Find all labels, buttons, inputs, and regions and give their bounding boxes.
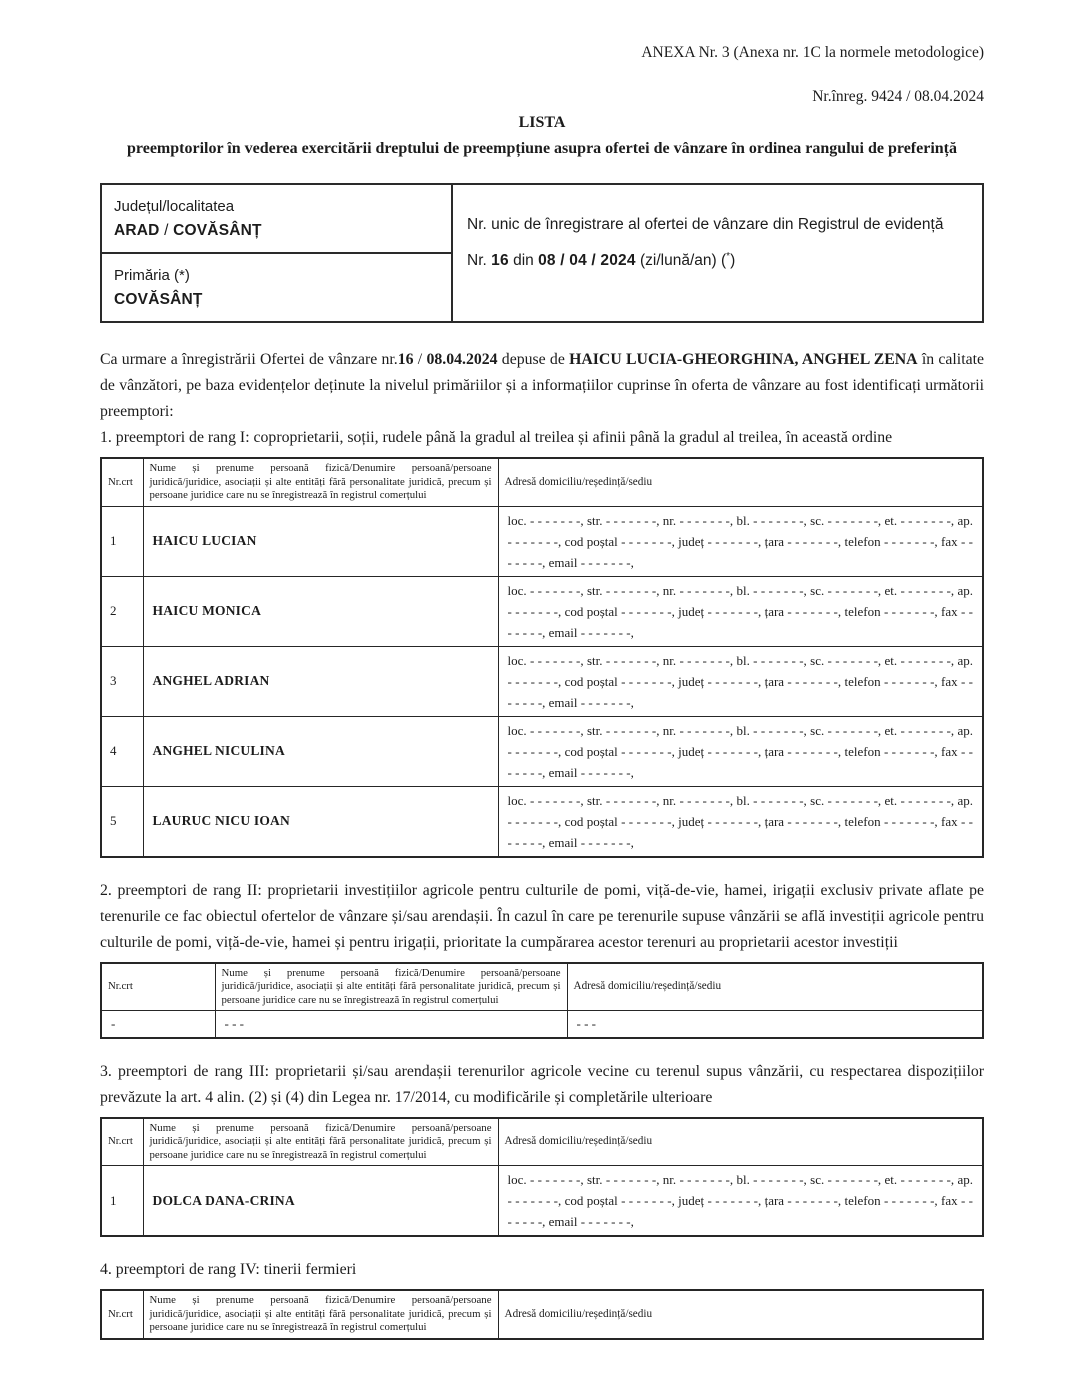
intro-text-4: în calitate de vânzători, pe baza evidențelor deținute la nivelul primăriilor și a informațiilor cuprinse în oferta de vânzare au fost identificați următorii preemptori: xyxy=(100,351,984,420)
sellers-names: HAICU LUCIA-GHEORGHINA, ANGHEL ZENA xyxy=(569,351,918,368)
table-header-row xyxy=(101,963,983,1011)
table-row xyxy=(101,1011,983,1038)
primaria-cell xyxy=(101,253,452,322)
preemptor-address: loc. - - - - - - -, str. - - - - - - -, nr. - - - - - - -, bl. - - - - - - -, sc. - - - - - - -, et. - - - - - - -, ap. - - - - - - -, cod poștal - - - - - - -, județ - - - - - - -, țara - - - - - - -, telefon - - - - - - -, fax - - - - - - -, email - - - - - - -, xyxy=(498,716,983,786)
col-header-name: Nume și prenume persoană fizică/Denumire persoană/persoane juridică/juridice, asociații și alte entități fără personalitate juridică, precum și persoane juridice care nu se înregistrează în registrul comerțului xyxy=(143,458,498,506)
preemptor-address: loc. - - - - - - -, str. - - - - - - -, nr. - - - - - - -, bl. - - - - - - -, sc. - - - - - - -, et. - - - - - - -, ap. - - - - - - -, cod poștal - - - - - - -, județ - - - - - - -, țara - - - - - - -, telefon - - - - - - -, fax - - - - - - -, email - - - - - - -, xyxy=(498,576,983,646)
table-row xyxy=(101,716,983,786)
col-header-address: Adresă domiciliu/reședință/sediu xyxy=(498,1118,983,1166)
col-header-nr: Nr.crt xyxy=(101,1290,143,1339)
table-row xyxy=(101,576,983,646)
intro-text-2: / xyxy=(413,351,427,368)
table-row xyxy=(101,506,983,576)
intro-text-3: depuse de xyxy=(497,351,570,368)
registration-number-line xyxy=(467,241,966,276)
registration-info-box xyxy=(100,183,984,323)
document-title: LISTA xyxy=(518,114,566,131)
preemptor-address: - - - xyxy=(567,1011,983,1038)
county-value xyxy=(114,222,435,240)
preemptor-address: loc. - - - - - - -, str. - - - - - - -, nr. - - - - - - -, bl. - - - - - - -, sc. - - - - - - -, et. - - - - - - -, ap. - - - - - - -, cod poștal - - - - - - -, județ - - - - - - -, țara - - - - - - -, telefon - - - - - - -, fax - - - - - - -, email - - - - - - -, xyxy=(498,786,983,857)
reg-din: din xyxy=(508,252,539,270)
preemptor-name: - - - xyxy=(215,1011,567,1038)
county-cell xyxy=(101,184,452,253)
col-header-address: Adresă domiciliu/reședință/sediu xyxy=(498,458,983,506)
rank1-preemptors-table xyxy=(100,457,984,858)
row-number: 4 xyxy=(101,716,143,786)
rank3-preemptors-table xyxy=(100,1117,984,1238)
reg-no: 16 xyxy=(491,252,509,270)
table-header-row xyxy=(101,1290,983,1339)
locality-name: COVĂSÂNȚ xyxy=(173,222,262,239)
annex-label: ANEXA Nr. 3 (Anexa nr. 1C la normele metodologice) xyxy=(641,44,984,61)
footnote-paren-open: ( xyxy=(721,252,727,270)
offer-number: 16 xyxy=(397,351,414,368)
col-header-nr: Nr.crt xyxy=(101,458,143,506)
col-header-nr: Nr.crt xyxy=(101,963,215,1011)
primaria-label: Primăria (*) xyxy=(114,267,190,284)
intro-paragraph xyxy=(100,347,984,425)
row-number: 3 xyxy=(101,646,143,716)
county-name: ARAD xyxy=(114,222,160,239)
footnote-paren-close: ) xyxy=(730,252,736,270)
section-2-heading: 2. preemptori de rang II: proprietarii investițiilor agricole pentru culturile de pomi, viță-de-vie, hamei, irigații exclusiv private aflate pe terenurile ce fac obiectul ofertelor de vânzare și/sau arendașii. În cazul în care pe terenurile supuse vânzării se află investiții agricole pentru culturile de pomi, viță-de-vie, hamei și pentru irigații, prioritate la cumpărarea acestor terenuri au proprietarii acestor investiții xyxy=(100,881,984,951)
footnote-star: * xyxy=(726,251,731,262)
preemptor-address: loc. - - - - - - -, str. - - - - - - -, nr. - - - - - - -, bl. - - - - - - -, sc. - - - - - - -, et. - - - - - - -, ap. - - - - - - -, cod poștal - - - - - - -, județ - - - - - - -, țara - - - - - - -, telefon - - - - - - -, fax - - - - - - -, email - - - - - - -, xyxy=(498,646,983,716)
reg-prefix: Nr. xyxy=(467,252,492,270)
intro-text-1: Ca urmare a înregistrării Ofertei de vânzare nr. xyxy=(100,351,398,368)
table-header-row xyxy=(101,1118,983,1166)
registration-number: Nr.înreg. 9424 / 08.04.2024 xyxy=(812,88,984,105)
row-number: 1 xyxy=(101,1166,143,1237)
row-number: 5 xyxy=(101,786,143,857)
county-label: Județul/localitatea xyxy=(114,198,235,215)
unique-registration-text: Nr. unic de înregistrare al ofertei de vânzare din Registrul de evidență xyxy=(467,216,944,233)
row-number: - xyxy=(101,1011,215,1038)
col-header-name: Nume și prenume persoană fizică/Denumire persoană/persoane juridică/juridice, asociații și alte entități fără personalitate juridică, precum și persoane juridice care nu se înregistrează în registrul comerțului xyxy=(215,963,567,1011)
preemptor-name: DOLCA DANA-CRINA xyxy=(143,1166,498,1237)
preemptor-address: loc. - - - - - - -, str. - - - - - - -, nr. - - - - - - -, bl. - - - - - - -, sc. - - - - - - -, et. - - - - - - -, ap. - - - - - - -, cod poștal - - - - - - -, județ - - - - - - -, țara - - - - - - -, telefon - - - - - - -, fax - - - - - - -, email - - - - - - -, xyxy=(498,506,983,576)
section-1-heading: 1. preemptori de rang I: coproprietarii, soții, rudele până la gradul al treilea și afinii până la gradul al treilea, în această ordine xyxy=(100,429,893,446)
rank4-preemptors-table xyxy=(100,1289,984,1340)
table-row xyxy=(101,1166,983,1237)
document-subtitle: preemptorilor în vederea exercitării dreptului de preempțiune asupra ofertei de vânzare în ordinea rangului de preferință xyxy=(127,140,957,157)
offer-date: 08.04.2024 xyxy=(426,351,498,368)
col-header-address: Adresă domiciliu/reședință/sediu xyxy=(498,1290,983,1339)
preemptor-name: HAICU LUCIAN xyxy=(143,506,498,576)
primaria-value: COVĂSÂNȚ xyxy=(114,291,203,308)
section-4-heading: 4. preemptori de rang IV: tinerii fermieri xyxy=(100,1261,357,1278)
col-header-nr: Nr.crt xyxy=(101,1118,143,1166)
table-row xyxy=(101,786,983,857)
col-header-name: Nume și prenume persoană fizică/Denumire persoană/persoane juridică/juridice, asociații și alte entități fără personalitate juridică, precum și persoane juridice care nu se înregistrează în registrul comerțului xyxy=(143,1290,498,1339)
section-3-heading: 3. preemptori de rang III: proprietarii și/sau arendașii terenurilor agricole vecine cu terenul supus vânzării, cu respectarea dispozițiilor prevăzute la art. 4 alin. (2) și (4) din Legea nr. 17/2014, cu modificările și completările ulterioare xyxy=(100,1062,984,1106)
preemptor-address: loc. - - - - - - -, str. - - - - - - -, nr. - - - - - - -, bl. - - - - - - -, sc. - - - - - - -, et. - - - - - - -, ap. - - - - - - -, cod poștal - - - - - - -, județ - - - - - - -, țara - - - - - - -, telefon - - - - - - -, fax - - - - - - -, email - - - - - - -, xyxy=(498,1166,983,1237)
preemptor-name: HAICU MONICA xyxy=(143,576,498,646)
row-number: 2 xyxy=(101,576,143,646)
county-separator: / xyxy=(159,222,174,239)
reg-date: 08 / 04 / 2024 xyxy=(538,252,636,270)
unique-registration-cell xyxy=(452,184,983,322)
preemptor-name: ANGHEL ADRIAN xyxy=(143,646,498,716)
preemptor-name: ANGHEL NICULINA xyxy=(143,716,498,786)
preemptor-name: LAURUC NICU IOAN xyxy=(143,786,498,857)
table-header-row xyxy=(101,458,983,506)
col-header-address: Adresă domiciliu/reședință/sediu xyxy=(567,963,983,1011)
table-row xyxy=(101,646,983,716)
rank2-preemptors-table xyxy=(100,962,984,1039)
info-row-county xyxy=(101,184,983,253)
reg-format: (zi/lună/an) xyxy=(635,252,721,270)
col-header-name: Nume și prenume persoană fizică/Denumire persoană/persoane juridică/juridice, asociații și alte entități fără personalitate juridică, precum și persoane juridice care nu se înregistrează în registrul comerțului xyxy=(143,1118,498,1166)
row-number: 1 xyxy=(101,506,143,576)
